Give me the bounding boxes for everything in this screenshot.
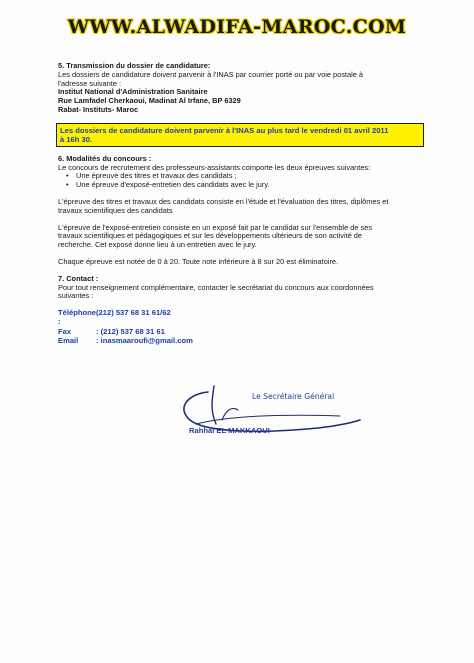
signatory-title: Le Secrétaire Général xyxy=(252,392,335,401)
phone-label: Téléphone : xyxy=(58,308,96,327)
list-item: • Une épreuve des titres et travaux des candidats ; xyxy=(66,171,237,181)
deadline-line: Les dossiers de candidature doivent parvenir à l'INAS au plus tard le vendredi 01 avril 2011 xyxy=(60,125,389,135)
section-contact xyxy=(58,275,422,345)
deadline-line: à 16h 30. xyxy=(60,134,93,144)
bullet-icon: • xyxy=(66,171,69,181)
fax-label: Fax xyxy=(58,326,72,336)
text-line: L'épreuve de l'exposé-entretien consiste en un exposé fait par le candidat sur l'ensemble de ses xyxy=(58,222,373,232)
site-watermark-banner: WWW.ALWADIFA-MAROC.COM xyxy=(67,16,407,38)
text-line: l'adresse suivante : xyxy=(58,78,122,88)
address-line: Rabat- Instituts- Maroc xyxy=(58,104,139,114)
section-title: 5. Transmission du dossier de candidature: xyxy=(58,61,211,70)
email-value: : inasmaaroufi@gmail.com xyxy=(96,335,193,345)
contact-details xyxy=(58,308,422,345)
bullet-list xyxy=(66,172,422,190)
address-line: Institut National d'Administration Sanitaire xyxy=(58,87,208,97)
paragraph: Chaque épreuve est notée de 0 à 20. Toute note inférieure à 8 sur 20 est éliminatoire. xyxy=(58,256,339,266)
text-line: L'épreuve des titres et travaux des candidats consiste en l'étude et l'évaluation des titres, diplômes et xyxy=(58,196,389,206)
text-line: recherche. Cet exposé donne lieu à un entretien avec le jury. xyxy=(58,240,257,250)
bullet-icon: • xyxy=(66,180,69,190)
email-label: Email xyxy=(58,335,79,345)
document-body xyxy=(58,62,422,345)
text-line: suivantes : xyxy=(58,291,94,301)
section-title: 7. Contact : xyxy=(58,273,99,283)
list-item: • Une épreuve d'exposé-entretien des candidats avec le jury. xyxy=(66,180,270,190)
contact-row-email xyxy=(58,336,422,345)
paragraph xyxy=(58,224,422,250)
contact-row-fax xyxy=(58,327,422,336)
phone-value: (212) 537 68 31 61/62 xyxy=(96,308,171,318)
deadline-notice xyxy=(56,123,424,147)
text-line: travaux scientifiques et pédagogiques et sur les développements ultérieurs de son activité de xyxy=(58,231,363,241)
section-transmission xyxy=(58,62,422,115)
text-line: Pour tout renseignement complémentaire, contacter le secrétariat du concours aux coordonnées xyxy=(58,282,374,292)
section-modalites xyxy=(58,155,422,267)
fax-value: : (212) 537 68 31 61 xyxy=(96,326,165,336)
section-title: 6. Modalités du concours : xyxy=(58,153,152,163)
signatory-name: Rahhal EL MAKKAOUI xyxy=(189,426,270,435)
text-line: Le concours de recrutement des professeurs-assistants comporte les deux épreuves suivantes: xyxy=(58,162,371,172)
paragraph xyxy=(58,198,422,216)
text-line: Les dossiers de candidature doivent parvenir à l'INAS par courrier porté ou par voie postale à xyxy=(58,69,364,79)
contact-row-phone xyxy=(58,308,422,326)
address-line: Rue Lamfadel Cherkaoui, Madinat Al Irfane, BP 6329 xyxy=(58,96,241,106)
text-line: travaux scientifiques des candidats xyxy=(58,205,173,215)
